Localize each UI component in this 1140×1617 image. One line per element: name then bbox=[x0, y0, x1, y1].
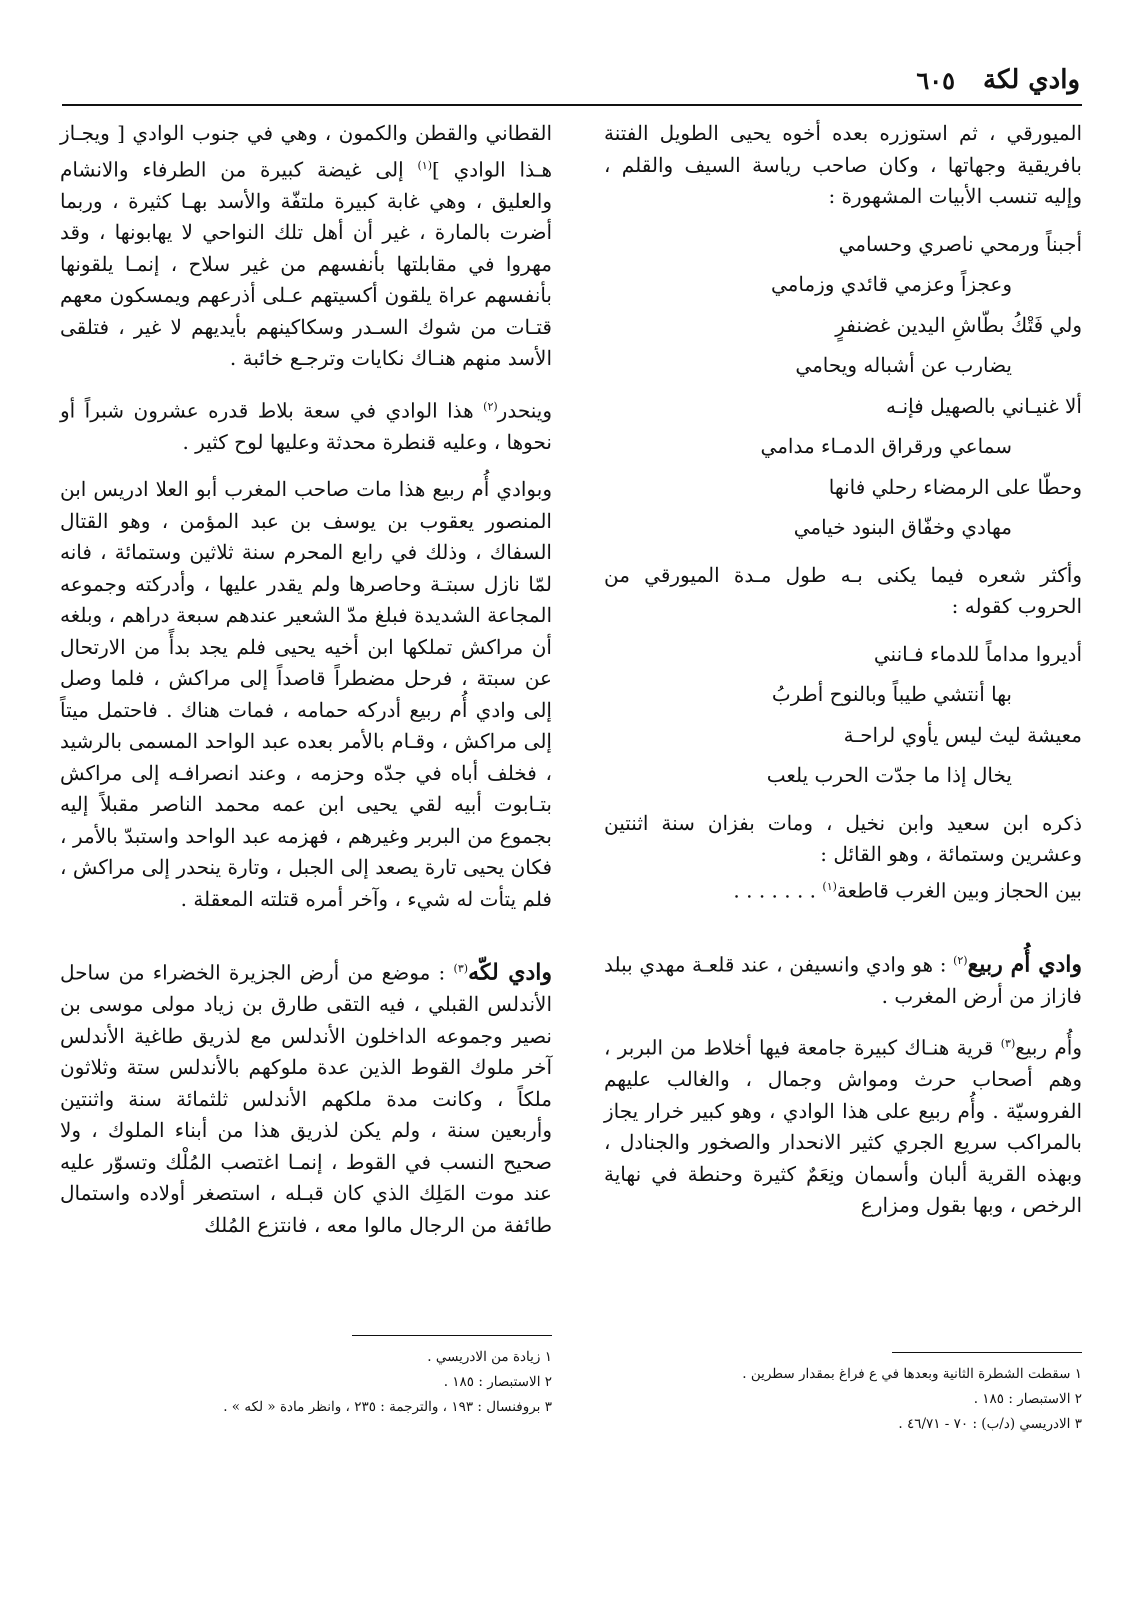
footnote: ١ سقطت الشطرة الثانية وبعدها في ع فراغ بمقدار سطرين . bbox=[742, 1366, 1082, 1382]
verse-line: بها أنتشي طيباً وبالنوح أطربُ bbox=[771, 682, 1012, 706]
mid-paragraph: وأكثر شعره فيما يكنى بـه طول مـدة الميورقي من الحروب كقوله : bbox=[604, 562, 1082, 618]
entry-lakka bbox=[60, 953, 552, 1241]
um-rabi-paragraph bbox=[604, 1028, 1082, 1222]
page-number: ٦٠٥ bbox=[916, 65, 956, 95]
verse-line: معيشة ليث ليس يأوي لراحـة bbox=[843, 722, 1082, 747]
verse-line: وعجزاً وعزمي قائدي وزمامي bbox=[770, 272, 1012, 296]
verse-line: يخال إذا ما جدّت الحرب يلعب bbox=[766, 763, 1012, 787]
footnote-ref: (٢) bbox=[483, 399, 498, 413]
footnotes-right bbox=[604, 1362, 1082, 1437]
paragraph-text: وينحدر bbox=[497, 398, 552, 423]
footnote-ref: (١) bbox=[822, 879, 837, 893]
intro-paragraph: الميورقي ، ثم استوزره بعده أخوه يحيى الطويل الفتنة بافريقية وجهاتها ، وكان صاحب رياسة السيف والقلم ، وإليه تنسب الأبيات المشهورة : bbox=[604, 121, 1082, 208]
entry-text: : هو وادي وانسيفن ، عند قلعـة مهدي ببلد فازاز من أرض المغرب . bbox=[604, 952, 1082, 1008]
verse-line: أديروا مداماً للدماء فـانني bbox=[873, 641, 1082, 666]
footnote: ٢ الاستبصار : ١٨٥ . bbox=[443, 1374, 552, 1390]
footnote-rule-right bbox=[892, 1352, 1082, 1353]
verse-line: يضارب عن أشباله ويحامي bbox=[795, 353, 1012, 377]
footnote: ٣ بروفنسال : ١٩٣ ، والترجمة : ٢٣٥ ، وانظر مادة « لكه » . bbox=[223, 1399, 552, 1415]
paragraph-text: القطاني والقطن والكمون ، وهي في جنوب الوادي [ ويجـاز هـذا الوادي ] bbox=[60, 121, 553, 182]
header-rule bbox=[62, 104, 1082, 106]
running-header bbox=[60, 62, 1080, 98]
entry-um-rabi bbox=[604, 945, 1082, 1013]
paragraph-text: قرية هنـاك كبيرة جامعة فيها أخلاط من البربر ، وهم أصحاب حرث ومواش وجمال ، والغالب عليهم الفروسيّة . وأُم ربيع على هذا الوادي ، وهو كبير خرار يجاز بالمراكب سريع الجري كثير الانحدار والصخور والجنادل ، وبهذه القرية ألبان وأسمان ونِعَمٌ كثيرة وحنطة في نهاية الرخص ، وبها بقول ومزارع bbox=[604, 1035, 1082, 1218]
right-column bbox=[604, 118, 1082, 1238]
paragraph-text: إلى غيضة كبيرة من الطرفاء والانشام والعليق ، وهي غابة كبيرة ملتفّة والأسد بهـا كثيرة ، وربما أضرت بالمارة ، غير أن أهل تلك النواحي لا يهابونها ، وقد مهروا في مقابلتها بأنفسهم من غير سلاح ، إنمـا يلقونها بأنفسهم عراة يلقون أكسيتهم عـلى أذرعهم ويمسكون معهم قتـات من شوك السـدر وسكاكينهم بأيديهم لا غير ، فتلقى الأسد منهم هنـاك نكايات وترجـع خائبة . bbox=[60, 157, 552, 371]
verse-line: سماعي ورقراق الدمـاء مدامي bbox=[760, 434, 1012, 458]
verse-line: أجبناً ورمحي ناصري وحسامي bbox=[838, 231, 1082, 256]
verse-line: ولي فَتْكُ بطّاشِ اليدين غضنفرٍ bbox=[835, 312, 1082, 337]
verse-line: وحطّا على الرمضاء رحلي فانها bbox=[828, 474, 1082, 499]
footnote: ٢ الاستبصار : ١٨٥ . bbox=[973, 1391, 1082, 1407]
verse-line: مهادي وخفّاق البنود خيامي bbox=[793, 515, 1012, 539]
paragraph bbox=[60, 118, 552, 375]
paragraph-lead: وأُم ربيع bbox=[1015, 1035, 1082, 1060]
footnote: ٣ الادريسي (د/ب) : ٧٠ - ٤٦/٧١ . bbox=[898, 1416, 1082, 1432]
ellipsis: . . . . . . . bbox=[733, 878, 817, 903]
paragraph: وبوادي أُم ربيع هذا مات صاحب المغرب أبو العلا ادريس ابن المنصور يعقوب بن يوسف بن عبد المؤمن ، وهو القتال السفاك ، وذلك في رابع المحرم سنة ثلاثين وستمائة ، فانه لمّا نازل سبتـة وحاصرها ولم يقدر عليها ، وأدركته وجموعه المجاعة الشديدة فبلغ مدّ الشعير عندهم سبعة دراهم ، وبلغه أن مراكش تملكها ابن أخيه يحيى فلم يجد بدأً من الارتحال عن سبتة ، فرحل مضطراً قاصداً إلى مراكش ، فلما وصل إلى وادي أُم ربيع أدركه حمامه ، فمات هناك . فاحتمل ميتاً إلى مراكش ، وقـام بالأمر بعده عبد الواحد المسمى بالرشيد ، فخلف أباه في جدّه وحزمه ، وعند انصرافـه إلى مراكش بتـابوت أبيه لقي يحيى ابن عمه محمد الناصر مقبلاً إليه بجموع من البربر وغيرهم ، فهزمه عبد الواحد واستبدّ بالأمر ، فكان يحيى تارة يصعد إلى الجبل ، وتارة ينحدر إلى مراكش ، فلم يتأت له شيء ، وآخر أمره قتلته المعقلة . bbox=[60, 477, 553, 911]
last-verse-text: بين الحجاز وبين الغرب قاطعة bbox=[836, 878, 1082, 903]
entry-title: وادي لكّه bbox=[468, 959, 553, 986]
paragraph bbox=[60, 391, 552, 459]
footnote-ref: (١) bbox=[417, 158, 433, 172]
footnotes-left bbox=[60, 1345, 552, 1420]
footnote-ref: (٢) bbox=[953, 953, 968, 967]
verse-line: ألا غنيـاني بالصهيل فإنـه bbox=[885, 393, 1082, 418]
footnote-rule-left bbox=[352, 1335, 552, 1336]
running-title: وادي لكة bbox=[983, 65, 1080, 95]
poem-1 bbox=[604, 229, 1082, 544]
left-column bbox=[60, 118, 552, 1257]
entry-title: وادي أُم ربيع bbox=[967, 951, 1083, 978]
footnote: ١ زيادة من الادريسي . bbox=[427, 1349, 552, 1365]
footnote-ref: (٣) bbox=[1000, 1037, 1016, 1051]
poem-2 bbox=[604, 639, 1082, 792]
footnote-ref: (٣) bbox=[453, 962, 469, 976]
source-paragraph: ذكره ابن سعيد وابن نخيل ، ومات بفزان سنة اثنتين وعشرين وستمائة ، وهو القائل : bbox=[604, 810, 1082, 866]
last-verse bbox=[604, 871, 1082, 907]
paragraph-text: هذا الوادي في سعة بلاط قدره عشرون شبراً أو نحوها ، وعليه قنطرة محدثة وعليها لوح كثير . bbox=[60, 398, 552, 454]
entry-text: : موضع من أرض الجزيرة الخضراء من ساحل الأندلس القبلي ، فيه التقى طارق بن زياد مولى موسى بن نصير وجموعه الداخلون الأندلس مع لذريق طاغية الأندلس آخر ملوك القوط الذين عدة ملوكهم بالأندلس ستة وثلاثون ملكاً ، وكانت مدة ملكهم الأندلس ثلثمائة سنة واثنتين وأربعين سنة ، ولم يكن لذريق هذا من أبناء الملوك ، ولا صحيح النسب في القوط ، إنمـا اغتصب المُلْك وتسوّر عليه عند موت المَلِك الذي كان قبـله ، استصغر أولاده واستمال طائفة من الرجال مالوا معه ، فانتزع المُلك bbox=[60, 960, 552, 1237]
